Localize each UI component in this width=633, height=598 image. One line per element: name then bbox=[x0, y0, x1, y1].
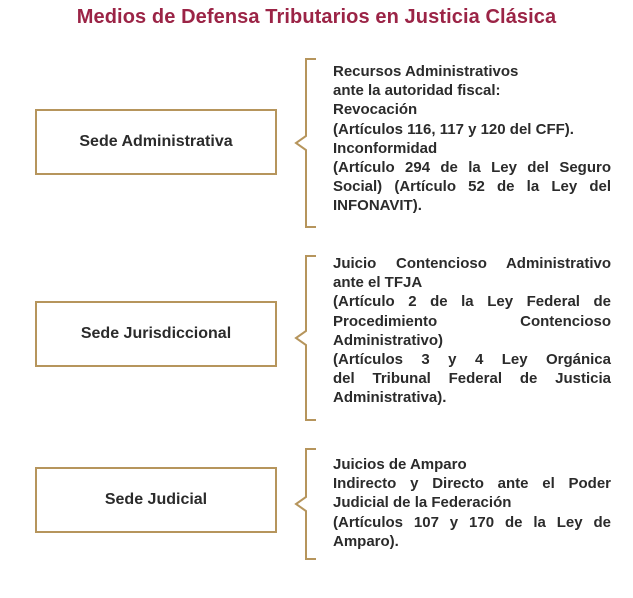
desc-line: del Tribunal Federal de Justicia bbox=[333, 370, 611, 388]
desc-line: (Artículo 2 de la Ley Federal de bbox=[333, 293, 611, 311]
desc-sede-administrativa bbox=[333, 62, 611, 216]
desc-line: Procedimiento Contencioso bbox=[333, 312, 611, 330]
desc-line: Administrativa). bbox=[333, 389, 447, 407]
desc-line: (Artículos 116, 117 y 120 del CFF). bbox=[333, 120, 574, 138]
desc-line: (Artículos 3 y 4 Ley Orgánica bbox=[333, 351, 611, 369]
box-sede-judicial: Sede Judicial bbox=[35, 467, 277, 533]
desc-line: Amparo). bbox=[333, 532, 399, 550]
page-title: Medios de Defensa Tributarios en Justicia Clásica bbox=[76, 6, 557, 28]
box-sede-administrativa: Sede Administrativa bbox=[35, 109, 277, 175]
desc-line: (Artículos 107 y 170 de la Ley de bbox=[333, 513, 611, 531]
box-sede-jurisdiccional: Sede Jurisdiccional bbox=[35, 301, 277, 367]
desc-line: (Artículo 294 de la Ley del Seguro bbox=[333, 159, 611, 177]
desc-line: Social) (Artículo 52 de la Ley del bbox=[333, 178, 611, 196]
desc-line: Judicial de la Federación bbox=[333, 494, 512, 512]
desc-line: Recursos Administrativos bbox=[333, 63, 519, 80]
desc-line: Juicios de Amparo bbox=[333, 456, 467, 473]
desc-line: Indirecto y Directo ante el Poder bbox=[333, 475, 611, 493]
desc-line: Juicio Contencioso Administrativo bbox=[333, 255, 611, 272]
brace-judicial bbox=[288, 448, 322, 560]
desc-line: ante el TFJA bbox=[333, 274, 423, 292]
desc-line: Inconformidad bbox=[333, 139, 438, 157]
desc-line: ante la autoridad fiscal: bbox=[333, 82, 501, 100]
desc-sede-judicial bbox=[333, 455, 611, 551]
brace-jurisdiccional bbox=[288, 255, 322, 421]
desc-line: Revocación bbox=[333, 101, 418, 119]
desc-line: Administrativo) bbox=[333, 331, 444, 349]
desc-sede-jurisdiccional bbox=[333, 254, 611, 408]
brace-administrativa bbox=[288, 58, 322, 228]
desc-line: INFONAVIT). bbox=[333, 197, 422, 215]
